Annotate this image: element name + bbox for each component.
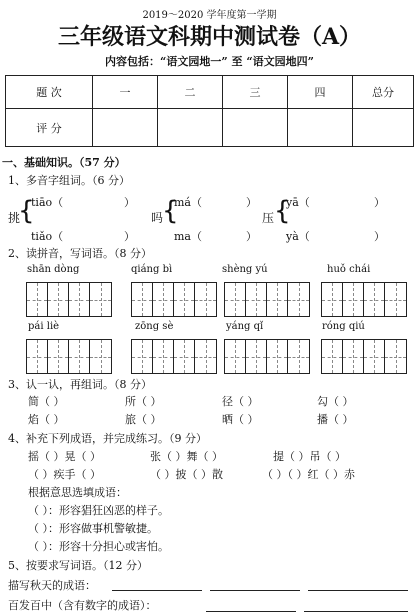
score-header-cell: 三	[223, 76, 288, 109]
answer-line[interactable]	[304, 611, 408, 612]
writing-grid[interactable]	[131, 282, 217, 317]
score-input-cell[interactable]	[353, 109, 414, 147]
instruction-text: 根据意思选填成语：	[28, 486, 127, 499]
definition-item[interactable]: （ ）：形容十分担心或害怕。	[28, 540, 169, 553]
char-prompt[interactable]: 旅（ ）	[125, 413, 162, 426]
idiom-blank[interactable]: 摇（ ）晃（ ）	[28, 450, 101, 463]
score-header-cell: 总分	[353, 76, 414, 109]
answer-blank[interactable]: ）	[124, 196, 135, 209]
brace-icon: {	[18, 196, 35, 226]
score-header-cell: 题 次	[6, 76, 93, 109]
idiom-blank[interactable]: （ ）披（ ）散	[150, 468, 223, 481]
answer-blank[interactable]: ）	[246, 230, 257, 243]
pinyin-label: yáng qǐ	[226, 321, 264, 332]
char-prompt[interactable]: 播（ ）	[317, 413, 354, 426]
pinyin-prompt: má（	[174, 196, 202, 209]
answer-line[interactable]	[210, 590, 300, 591]
writing-grid[interactable]	[321, 282, 407, 317]
score-input-cell[interactable]	[288, 109, 353, 147]
writing-grid[interactable]	[224, 339, 310, 374]
pinyin-prompt: ma（	[174, 230, 202, 243]
char-prompt[interactable]: 焰（ ）	[28, 413, 65, 426]
writing-grid[interactable]	[321, 339, 407, 374]
polyphone-char: 压	[262, 211, 275, 225]
char-prompt[interactable]: 勾（ ）	[317, 395, 354, 408]
polyphone-char: 挑	[8, 211, 21, 225]
exam-subtitle: 内容包括：“语文园地一” 至 “语文园地四”	[105, 55, 314, 68]
score-table	[5, 75, 414, 147]
pinyin-label: pái liè	[28, 321, 60, 332]
pinyin-label: huǒ chái	[327, 264, 371, 275]
answer-blank[interactable]: ）	[374, 230, 385, 243]
idiom-blank[interactable]: （ ）（ ）红（ ）赤	[262, 468, 355, 481]
pinyin-label: shān dòng	[27, 264, 80, 275]
score-input-cell[interactable]	[223, 109, 288, 147]
polyphone-char: 吗	[151, 211, 164, 225]
char-prompt[interactable]: 晒（ ）	[222, 413, 259, 426]
score-header-cell: 四	[288, 76, 353, 109]
pinyin-prompt: yà（	[286, 230, 310, 243]
writing-grid[interactable]	[131, 339, 217, 374]
writing-grid[interactable]	[26, 282, 112, 317]
answer-blank[interactable]: ）	[246, 196, 257, 209]
definition-item[interactable]: （ ）：形容做事机警敏捷。	[28, 522, 158, 535]
pinyin-label: zōng sè	[135, 321, 174, 332]
idiom-blank[interactable]: （ ）疾手（ ）	[28, 468, 101, 481]
pinyin-label: qiáng bì	[131, 264, 173, 275]
score-input-cell[interactable]	[93, 109, 158, 147]
pinyin-prompt: tiǎo（	[31, 230, 64, 243]
definition-item[interactable]: （ ）：形容猖狂凶恶的样子。	[28, 504, 169, 517]
idiom-blank[interactable]: 张（ ）舞（ ）	[150, 450, 223, 463]
prompt-text: 百发百中（含有数字的成语）：	[8, 599, 157, 612]
pinyin-prompt: yā（	[286, 196, 310, 209]
school-year: 2019～2020 学年度第一学期	[142, 10, 277, 21]
question-title: 1、多音字组词。（6 分）	[8, 174, 130, 187]
question-title: 5、按要求写词语。（12 分）	[8, 559, 148, 572]
score-label-cell: 评 分	[6, 109, 93, 147]
answer-line[interactable]	[206, 611, 296, 612]
writing-grid[interactable]	[224, 282, 310, 317]
char-prompt[interactable]: 简（ ）	[28, 395, 65, 408]
score-input-cell[interactable]	[158, 109, 223, 147]
question-title: 3、认一认，再组词。（8 分）	[8, 378, 152, 391]
pinyin-label: róng qiú	[322, 321, 365, 332]
question-title: 4、补充下列成语，并完成练习。（9 分）	[8, 432, 207, 445]
writing-grid[interactable]	[26, 339, 112, 374]
score-header-cell: 一	[93, 76, 158, 109]
exam-title: 三年级语文科期中测试卷（A）	[57, 24, 362, 50]
question-title: 2、读拼音，写词语。（8 分）	[8, 247, 152, 260]
answer-blank[interactable]: ）	[124, 230, 135, 243]
prompt-text: 描写秋天的成语：	[8, 579, 96, 592]
char-prompt[interactable]: 所（ ）	[125, 395, 162, 408]
score-header-cell: 二	[158, 76, 223, 109]
section-heading: 一、基础知识。（57 分）	[2, 156, 126, 169]
answer-blank[interactable]: ）	[374, 196, 385, 209]
pinyin-label: shèng yú	[222, 264, 268, 275]
answer-line[interactable]	[308, 590, 408, 591]
answer-line[interactable]	[112, 590, 202, 591]
pinyin-prompt: tiāo（	[31, 196, 64, 209]
brace-icon: {	[274, 196, 291, 226]
idiom-blank[interactable]: 提（ ）吊（ ）	[273, 450, 346, 463]
brace-icon: {	[162, 196, 179, 226]
char-prompt[interactable]: 径（ ）	[222, 395, 259, 408]
